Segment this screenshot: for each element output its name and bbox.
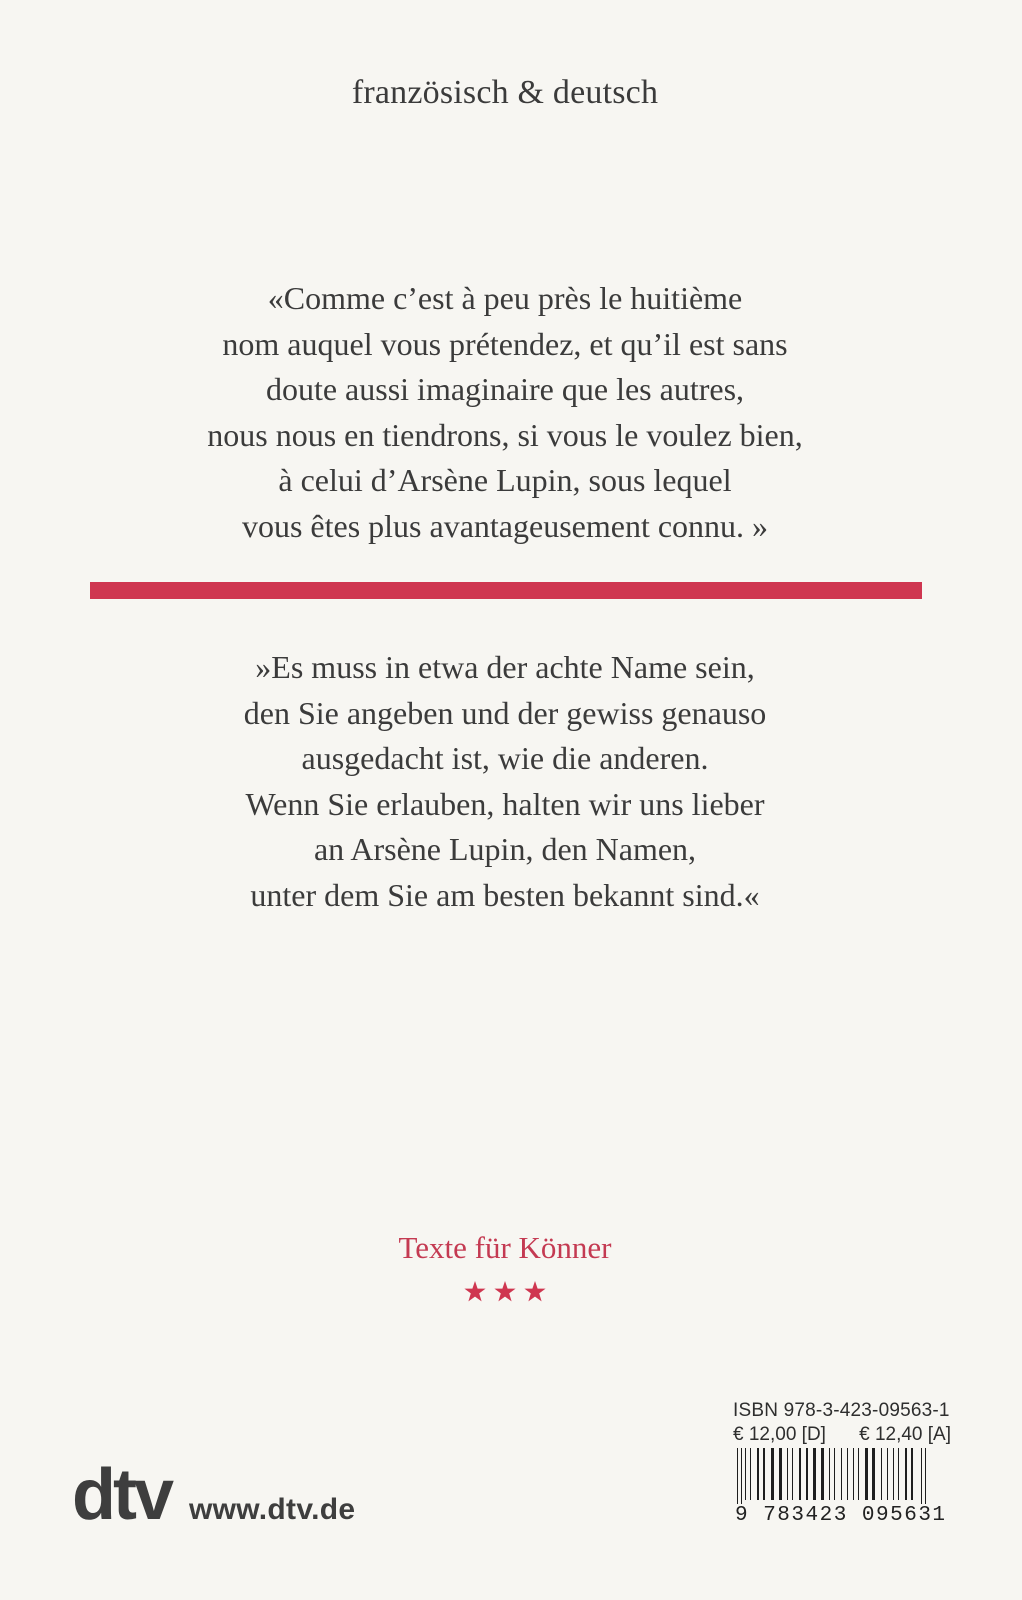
star-icon xyxy=(493,1280,517,1304)
french-quote xyxy=(0,276,1010,549)
star-icon xyxy=(463,1280,487,1304)
barcode-bar xyxy=(834,1448,835,1500)
dtv-logo: dtv xyxy=(72,1455,171,1535)
barcode-bars xyxy=(735,1448,957,1508)
french-quote-line: doute aussi imaginaire que les autres, xyxy=(265,371,745,407)
barcode-bar xyxy=(787,1448,788,1500)
barcode-bar xyxy=(750,1448,751,1500)
price-block xyxy=(733,1399,963,1447)
barcode-bar xyxy=(757,1448,759,1500)
difficulty-stars xyxy=(0,1280,1010,1304)
series-label: Texte für Könner xyxy=(398,1230,612,1265)
barcode-bar xyxy=(799,1448,801,1500)
barcode-bar xyxy=(911,1448,913,1500)
barcode-bar xyxy=(841,1448,842,1500)
german-quote-line: unter dem Sie am besten bekannt sind.« xyxy=(250,876,760,913)
barcode-digits: 9 783423 095631 xyxy=(735,1504,950,1527)
barcode-bar xyxy=(887,1448,888,1500)
german-quote xyxy=(0,645,1010,918)
barcode-bar xyxy=(741,1448,742,1508)
barcode-bar xyxy=(898,1448,899,1500)
barcode-bar xyxy=(925,1448,926,1508)
prices-row xyxy=(733,1423,951,1447)
barcode-bar xyxy=(829,1448,830,1500)
french-quote-line: nom auquel vous prétendez, et qu’il est sans xyxy=(222,325,788,362)
german-quote-line: Wenn Sie erlauben, halten wir uns lieber xyxy=(245,785,765,822)
red-divider xyxy=(90,582,922,599)
french-quote-line: vous êtes plus avantageusement connu. » xyxy=(241,507,769,544)
barcode-bar xyxy=(858,1448,859,1500)
barcode-bar xyxy=(905,1448,907,1500)
german-quote-line: den Sie angeben und der gewiss genauso xyxy=(243,694,767,731)
french-quote-line: «Comme c’est à peu près le huitième xyxy=(267,280,743,316)
barcode-bar xyxy=(792,1448,793,1500)
german-quote-line: ausgedacht ist, wie die anderen. xyxy=(301,740,709,776)
barcode-bar xyxy=(821,1448,824,1500)
german-quote-line: an Arsène Lupin, den Namen, xyxy=(313,831,697,867)
price-germany: € 12,00 [D] xyxy=(733,1424,826,1445)
barcode-bar xyxy=(745,1448,746,1500)
barcode-bar xyxy=(763,1448,765,1500)
french-quote-line: nous nous en tiendrons, si vous le voulez bien, xyxy=(207,416,803,453)
barcode-bar xyxy=(872,1448,875,1500)
barcode-bar xyxy=(921,1448,922,1508)
barcode-bar xyxy=(813,1448,816,1500)
publisher-block xyxy=(72,1455,356,1535)
barcode-bar xyxy=(737,1448,738,1508)
barcode-bar xyxy=(847,1448,848,1500)
languages-heading: französisch & deutsch xyxy=(351,74,659,111)
barcode-bar xyxy=(806,1448,808,1500)
isbn-text: ISBN 978-3-423-09563-1 xyxy=(733,1400,950,1421)
price-austria: € 12,40 [A] xyxy=(859,1424,951,1445)
barcode-bar xyxy=(779,1448,782,1500)
barcode-bar xyxy=(771,1448,774,1500)
star-icon xyxy=(523,1280,547,1304)
barcode-bar xyxy=(865,1448,868,1500)
barcode-bar xyxy=(881,1448,882,1500)
barcode-bar xyxy=(853,1448,854,1500)
german-quote-line: »Es muss in etwa der achte Name sein, xyxy=(255,649,755,685)
french-quote-line: à celui d’Arsène Lupin, sous lequel xyxy=(278,462,732,498)
publisher-website: www.dtv.de xyxy=(189,1493,356,1526)
barcode-bar xyxy=(893,1448,894,1500)
